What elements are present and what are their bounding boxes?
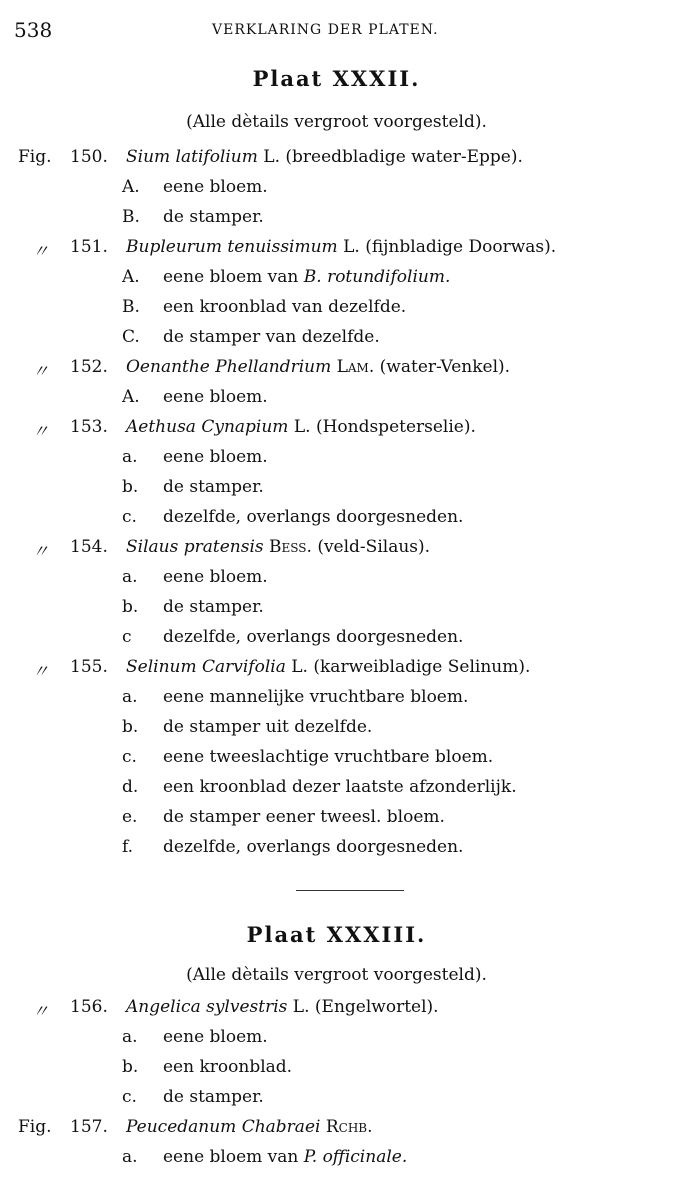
detail-letter: B. xyxy=(122,207,140,227)
figure-number: 155. xyxy=(70,657,108,677)
figure-entry xyxy=(0,1117,673,1147)
figure-number: 154. xyxy=(70,537,108,557)
detail-item xyxy=(0,567,673,597)
detail-text: de stamper van dezelfde. xyxy=(163,327,380,347)
detail-text: dezelfde, overlangs doorgesneden. xyxy=(163,627,464,647)
scientific-name: Bupleurum tenuissimum xyxy=(126,237,338,257)
detail-item xyxy=(0,837,673,867)
detail-text: eene mannelijke vruchtbare bloem. xyxy=(163,687,469,707)
detail-item xyxy=(0,1087,673,1117)
detail-text: eene bloem. xyxy=(163,387,268,407)
figure-prefix: 〃 xyxy=(32,242,49,262)
detail-text: de stamper. xyxy=(163,207,264,227)
detail-text: de stamper eener tweesl. bloem. xyxy=(163,807,445,827)
figure-prefix: 〃 xyxy=(32,1002,49,1022)
detail-item xyxy=(0,687,673,717)
detail-letter: c. xyxy=(122,1087,137,1107)
author-name: L. xyxy=(287,997,315,1017)
detail-item xyxy=(0,1027,673,1057)
figure-number: 156. xyxy=(70,997,108,1017)
scientific-name: B. rotundifolium. xyxy=(303,267,451,287)
detail-letter: a. xyxy=(122,1147,138,1167)
detail-text: eene bloem van B. rotundifolium. xyxy=(163,267,451,287)
detail-letter: b. xyxy=(122,477,139,497)
detail-letter: b. xyxy=(122,597,139,617)
figure-prefix: 〃 xyxy=(32,542,49,562)
author-name: L. xyxy=(257,147,286,167)
figure-number: 151. xyxy=(70,237,108,257)
detail-letter: A. xyxy=(122,387,140,407)
detail-text: de stamper. xyxy=(163,597,264,617)
page-header xyxy=(0,18,673,42)
plate-title: Plaat XXXIII. xyxy=(246,922,427,947)
figure-number: 157. xyxy=(70,1117,108,1137)
figure-entry xyxy=(0,537,673,567)
detail-item xyxy=(0,627,673,657)
figure-description xyxy=(126,417,476,437)
detail-item xyxy=(0,207,673,237)
detail-item xyxy=(0,1057,673,1087)
scientific-name: Aethusa Cynapium xyxy=(126,417,289,437)
figure-prefix: 〃 xyxy=(32,362,49,382)
detail-item xyxy=(0,717,673,747)
author-name: Lam. xyxy=(331,357,380,377)
common-name: (breedbladige water-Eppe). xyxy=(285,147,523,167)
detail-item xyxy=(0,387,673,417)
plate-note: (Alle dètails vergroot voorgesteld). xyxy=(186,112,487,132)
running-title: VERKLARING DER PLATEN. xyxy=(212,22,439,38)
figure-entry xyxy=(0,237,673,267)
figure-number: 152. xyxy=(70,357,108,377)
figure-description xyxy=(126,537,430,557)
figure-prefix: 〃 xyxy=(32,662,49,682)
figure-description xyxy=(126,1117,373,1137)
detail-letter: B. xyxy=(122,297,140,317)
detail-letter: a. xyxy=(122,687,138,707)
plate-note: (Alle dètails vergroot voorgesteld). xyxy=(186,965,487,985)
detail-letter: a. xyxy=(122,447,138,467)
common-name: (water-Venkel). xyxy=(379,357,511,377)
figure-entry xyxy=(0,657,673,687)
figure-entry xyxy=(0,997,673,1027)
detail-text: eene bloem van P. officinale. xyxy=(163,1147,408,1167)
figure-entry xyxy=(0,147,673,177)
detail-text: de stamper. xyxy=(163,477,264,497)
detail-letter: C. xyxy=(122,327,140,347)
detail-item xyxy=(0,477,673,507)
common-name: (veld-Silaus). xyxy=(317,537,431,557)
figure-number: 153. xyxy=(70,417,108,437)
detail-letter: c. xyxy=(122,747,137,767)
plate-title: Plaat XXXII. xyxy=(252,66,421,91)
detail-letter: f. xyxy=(122,837,134,857)
detail-letter: c. xyxy=(122,507,137,527)
author-name: L. xyxy=(288,417,316,437)
detail-letter: A. xyxy=(122,177,140,197)
figure-number: 150. xyxy=(70,147,108,167)
detail-text: de stamper uit dezelfde. xyxy=(163,717,373,737)
author-name: Bess. xyxy=(263,537,318,557)
detail-text: eene bloem. xyxy=(163,177,268,197)
scientific-name: P. officinale. xyxy=(303,1147,408,1167)
figure-description xyxy=(126,657,530,677)
detail-letter: a. xyxy=(122,1027,138,1047)
detail-item xyxy=(0,807,673,837)
detail-letter: a. xyxy=(122,567,138,587)
detail-item xyxy=(0,777,673,807)
detail-letter: e. xyxy=(122,807,138,827)
figure-description xyxy=(126,997,439,1017)
detail-text: eene bloem. xyxy=(163,1027,268,1047)
detail-item xyxy=(0,1147,673,1177)
detail-item xyxy=(0,597,673,627)
common-name: (Hondspeterselie). xyxy=(315,417,476,437)
detail-text: de stamper. xyxy=(163,1087,264,1107)
detail-letter: b. xyxy=(122,717,139,737)
detail-item xyxy=(0,447,673,477)
detail-item xyxy=(0,327,673,357)
figure-description xyxy=(126,147,523,167)
detail-letter: A. xyxy=(122,267,140,287)
detail-letter: d. xyxy=(122,777,139,797)
detail-letter: c xyxy=(122,627,132,647)
scientific-name: Selinum Carvifolia xyxy=(126,657,286,677)
common-name: (fijnbladige Doorwas). xyxy=(365,237,557,257)
detail-text: een kroonblad van dezelfde. xyxy=(163,297,407,317)
figure-prefix: 〃 xyxy=(32,422,49,442)
author-name: L. xyxy=(337,237,366,257)
figure-prefix: Fig. xyxy=(18,147,52,167)
scientific-name: Silaus pratensis xyxy=(126,537,264,557)
detail-text: eene bloem. xyxy=(163,567,268,587)
detail-item xyxy=(0,177,673,207)
detail-letter: b. xyxy=(122,1057,139,1077)
detail-text: eene tweeslachtige vruchtbare bloem. xyxy=(163,747,494,767)
common-name: (Engelwortel). xyxy=(314,997,439,1017)
page-number: 538 xyxy=(14,18,53,42)
figure-prefix: Fig. xyxy=(18,1117,52,1137)
detail-text: een kroonblad dezer laatste afzonderlijk. xyxy=(163,777,517,797)
figure-entry xyxy=(0,357,673,387)
common-name: (karweibladige Selinum). xyxy=(313,657,531,677)
scientific-name: Sium latifolium xyxy=(126,147,258,167)
detail-item xyxy=(0,297,673,327)
scientific-name: Oenanthe Phellandrium xyxy=(126,357,332,377)
detail-text: dezelfde, overlangs doorgesneden. xyxy=(163,837,464,857)
author-name: L. xyxy=(285,657,314,677)
figure-description xyxy=(126,237,556,257)
scientific-name: Angelica sylvestris xyxy=(126,997,288,1017)
figure-description xyxy=(126,357,510,377)
detail-item xyxy=(0,267,673,297)
author-name: Rchb. xyxy=(320,1117,373,1137)
scientific-name: Peucedanum Chabraei xyxy=(126,1117,321,1137)
section-divider xyxy=(296,890,404,891)
detail-item xyxy=(0,507,673,537)
detail-text: eene bloem. xyxy=(163,447,268,467)
detail-text: dezelfde, overlangs doorgesneden. xyxy=(163,507,464,527)
detail-text: een kroonblad. xyxy=(163,1057,293,1077)
figure-entry xyxy=(0,417,673,447)
detail-item xyxy=(0,747,673,777)
